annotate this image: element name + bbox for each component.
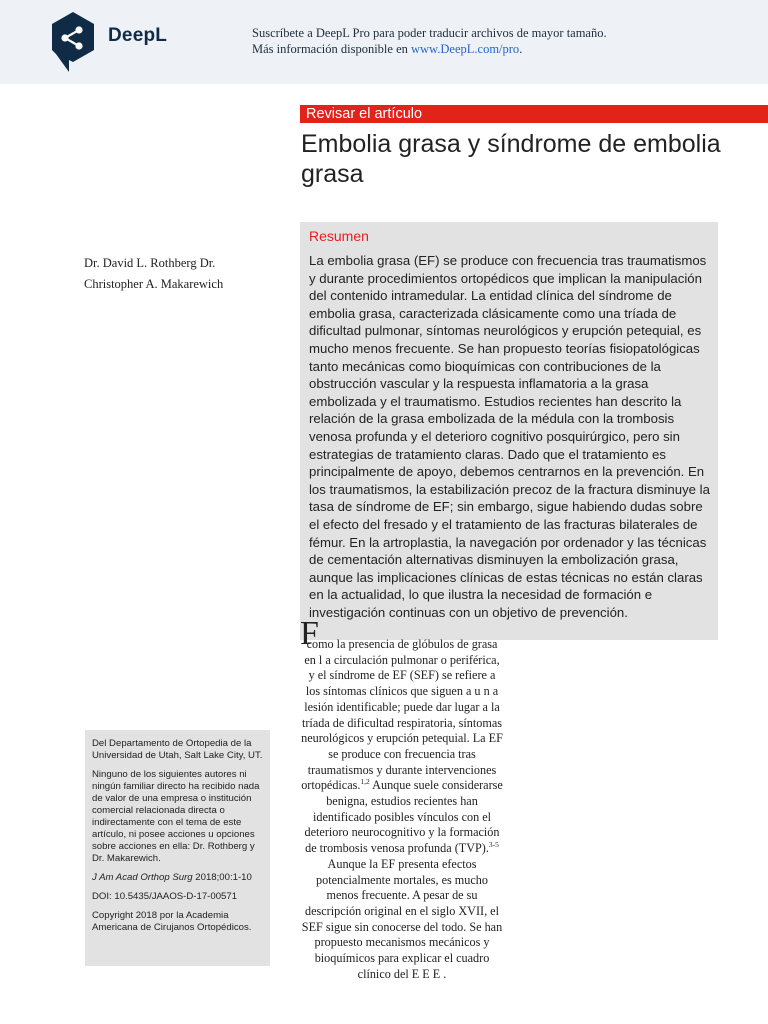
section-label-bar	[300, 105, 768, 123]
promo-suffix: .	[519, 42, 523, 56]
body-paragraph-3: Aunque la EF presenta efectos potencialmente mortales, es mucho menos frecuente. A pesar de su descripción original en el siglo XVII, el SEF sigue sin conocerse del todo. Se han propuesto mecanismos mecánicos y bioquímicos para explicar el cuadro clínico del E E E .	[301, 856, 503, 981]
deepl-banner	[0, 0, 768, 84]
promo-line-1: Suscríbete a DeepL Pro para poder traducir archivos de mayor tamaño.	[252, 26, 607, 40]
promo-line-2-prefix: Más información disponible en	[252, 42, 408, 56]
journal-name: J Am Acad Orthop Surg	[92, 872, 193, 883]
copyright: Copyright 2018 por la Academia Americana de Cirujanos Ortopédicos.	[92, 910, 252, 933]
section-label: Revisar el artículo	[306, 106, 423, 122]
affiliation: Del Departamento de Ortopedia de la Universidad de Utah, Salt Lake City, UT.	[92, 738, 263, 761]
promo-line-2	[252, 41, 607, 57]
abstract-heading: Resumen	[309, 228, 369, 244]
body-paragraph-2: Aunque suele considerarse benigna, estudios recientes han identificado posibles vínculos con el deterioro neurocognitivo y la formación de trombosis venosa profunda (TVP).	[304, 778, 503, 856]
authors-line-2: Christopher A. Makarewich	[84, 277, 224, 291]
drop-cap: F	[300, 615, 319, 652]
citation-details: 2018;00:1-10	[192, 872, 252, 883]
authors-line-1: Dr. David L. Rothberg Dr.	[84, 256, 216, 270]
deepl-logo-text[interactable]: DeepL	[108, 25, 168, 46]
doi: DOI: 10.5435/JAAOS-D-17-00571	[92, 891, 238, 902]
reference-2[interactable]: 3-5	[488, 840, 499, 850]
abstract-text: La embolia grasa (EF) se produce con frecuencia tras traumatismos y durante procedimientos ortopédicos que implican la manipulación del contenido intramedular. La entidad clínica del síndrome de embolia grasa, caracterizada clásicamente como una tríada de dificultad pulmonar, síntomas neurológicos y erupción petequial, es mucho menos frecuente. Se han propuesto teorías fisiopatológicas tanto mecánicas como bioquímicas con contribuciones de la obstrucción vascular y la respuesta inflamatoria a la grasa embolizada y el traumatismo. Estudios recientes han descrito la relación de la grasa embolizada de la médula con la trombosis venosa profunda y el deterioro cognitivo posquirúrgico, pero sin estrategias de tratamiento claras. Dado que el tratamiento es principalmente de apoyo, debemos centrarnos en la prevención. En los traumatismos, la estabilización precoz de la fractura disminuye la tasa de síndrome de EF; sin embargo, sigue habiendo dudas sobre el efecto del fresado y el tratamiento de las fracturas bilaterales de fémur. En la artroplastia, la navegación por ordenador y las técnicas de cementación alternativas disminuyen la embolización grasa, aunque las implicaciones clínicas de estas técnicas no están claras en la actualidad, lo que ilustra la necesidad de formación e investigación continuas con un objetivo de prevención.	[309, 253, 710, 620]
reference-1[interactable]: 1,2	[360, 777, 370, 787]
article-info-box	[85, 730, 270, 966]
citation	[85, 872, 265, 884]
deepl-pro-link[interactable]: www.DeepL.com/pro	[411, 42, 520, 56]
promo-message	[252, 25, 607, 57]
article-title: Embolia grasa y síndrome de embolia grasa	[301, 130, 721, 188]
deepl-logo-icon[interactable]	[48, 10, 98, 74]
disclosure: Ninguno de los siguientes autores ni ningún familiar directo ha recibido nada de valor de una empresa o institución comercial relacionada directa o indirectamente con el tema de este artículo, ni posee acciones u opciones sobre acciones en ella: Dr. Rothberg y Dr. Makarewich.	[92, 769, 260, 864]
article-body	[300, 637, 504, 982]
body-paragraph-1: como la presencia de glóbulos de grasa en l a circulación pulmonar o periférica, y el síndrome de EF (SEF) se refiere a los síntomas clínicos que siguen a u n a lesión identificable; puede dar lugar a la tríada de dificultad respiratoria, síntomas neurológicos y erupción petequial. La EF se produce con frecuencia tras traumatismos y durante intervenciones ortopédicas.	[301, 637, 503, 793]
abstract-box	[300, 222, 718, 640]
authors	[84, 253, 294, 295]
